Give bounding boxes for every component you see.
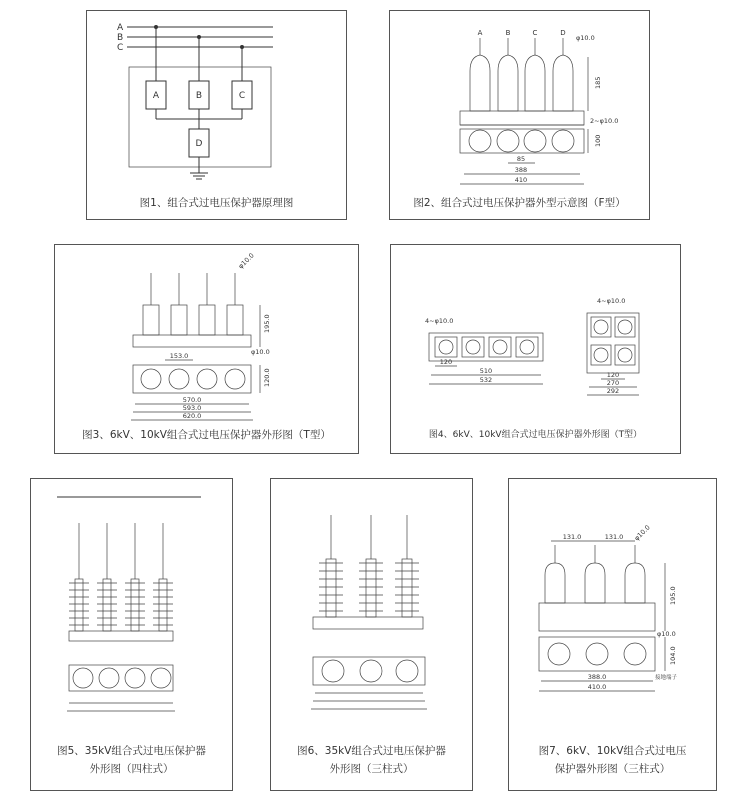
dim-100: 100 xyxy=(594,134,602,147)
dim-phi10-bot: φ10.0 xyxy=(251,348,270,356)
dim-120: 120.0 xyxy=(263,368,271,387)
dim-410: 410 xyxy=(514,176,528,184)
figure-6-caption-line2: 外形图（三柱式） xyxy=(329,763,414,775)
unit-a-label: A xyxy=(152,91,160,101)
unit-c-label: C xyxy=(238,91,246,101)
bus-c-label: C xyxy=(117,43,124,53)
top-d-label: D xyxy=(560,29,566,37)
dim-131-left: 131.0 xyxy=(562,533,582,541)
dim-185: 185 xyxy=(594,76,602,89)
dim-4phi10-right: 4~φ10.0 xyxy=(597,297,626,305)
figure-3-panel xyxy=(54,244,359,454)
figure-6-caption-line1: 图6、35kV组合式过电压保护器 xyxy=(297,745,446,757)
dim-270: 270 xyxy=(606,379,620,387)
insulator-sheds xyxy=(69,579,173,631)
dim-120-right: 120 xyxy=(606,371,620,379)
insulator-sheds xyxy=(319,559,419,617)
dim-195: 195.0 xyxy=(669,586,677,605)
dim-104: 104.0 xyxy=(669,646,677,665)
dim-85: 85 xyxy=(516,155,526,163)
figure-1-panel xyxy=(86,10,347,220)
figure-3-caption: 图3、6kV、10kV组合式过电压保护器外形图（T型） xyxy=(82,429,331,441)
dim-292: 292 xyxy=(606,387,620,395)
outline-drawing-f-type xyxy=(390,11,651,221)
dim-2phi10: 2~φ10.0 xyxy=(590,117,619,125)
figure-5-panel xyxy=(30,478,233,791)
figure-1-caption: 图1、组合式过电压保护器原理图 xyxy=(139,197,294,209)
bus-b-label: B xyxy=(117,33,124,43)
top-b-label: B xyxy=(505,29,511,37)
figure-2-panel xyxy=(389,10,650,220)
unit-d-label: D xyxy=(195,139,203,149)
dim-510: 510 xyxy=(479,367,493,375)
dim-phi10-bot: φ10.0 xyxy=(657,630,676,638)
dim-phi10-top: φ10.0 xyxy=(576,34,595,42)
figure-4-caption: 图4、6kV、10kV组合式过电压保护器外形图（T型） xyxy=(428,430,643,440)
dim-phi10-top: φ10.0 xyxy=(236,251,256,271)
outline-drawing-t-type xyxy=(55,245,360,455)
dim-120-left: 120 xyxy=(439,358,453,366)
dim-4phi10-left: 4~φ10.0 xyxy=(425,317,454,325)
dim-388: 388.0 xyxy=(587,673,607,681)
figure-4-panel xyxy=(390,244,681,454)
dim-388: 388 xyxy=(514,166,528,174)
figure-7-panel xyxy=(508,478,717,791)
figure-5-caption-line2: 外形图（四柱式） xyxy=(89,763,174,775)
figure-7-caption-line2: 保护器外形图（三柱式） xyxy=(554,763,671,775)
figure-2-caption: 图2、组合式过电压保护器外型示意图（F型） xyxy=(413,197,626,209)
figure-5-caption-line1: 图5、35kV组合式过电压保护器 xyxy=(57,745,206,757)
bus-a-label: A xyxy=(117,23,124,33)
figure-7-caption-line1: 图7、6kV、10kV组合式过电压 xyxy=(538,745,687,757)
dim-593: 593.0 xyxy=(182,404,202,412)
dim-153: 153.0 xyxy=(169,352,189,360)
dim-phi10-top: φ10.0 xyxy=(632,523,652,543)
dim-410: 410.0 xyxy=(587,683,607,691)
dim-195: 195.0 xyxy=(263,314,271,333)
schematic-diagram xyxy=(87,11,348,221)
dim-131-right: 131.0 xyxy=(604,533,624,541)
outline-drawing-plan-view xyxy=(391,245,682,455)
top-a-label: A xyxy=(477,29,483,37)
ground-terminal-label: 接地端子 xyxy=(655,675,678,681)
dim-532: 532 xyxy=(479,376,493,384)
figure-6-panel xyxy=(270,478,473,791)
dim-570: 570.0 xyxy=(182,396,202,404)
top-c-label: C xyxy=(532,29,538,37)
dim-620: 620.0 xyxy=(182,412,202,420)
unit-b-label: B xyxy=(195,91,203,101)
